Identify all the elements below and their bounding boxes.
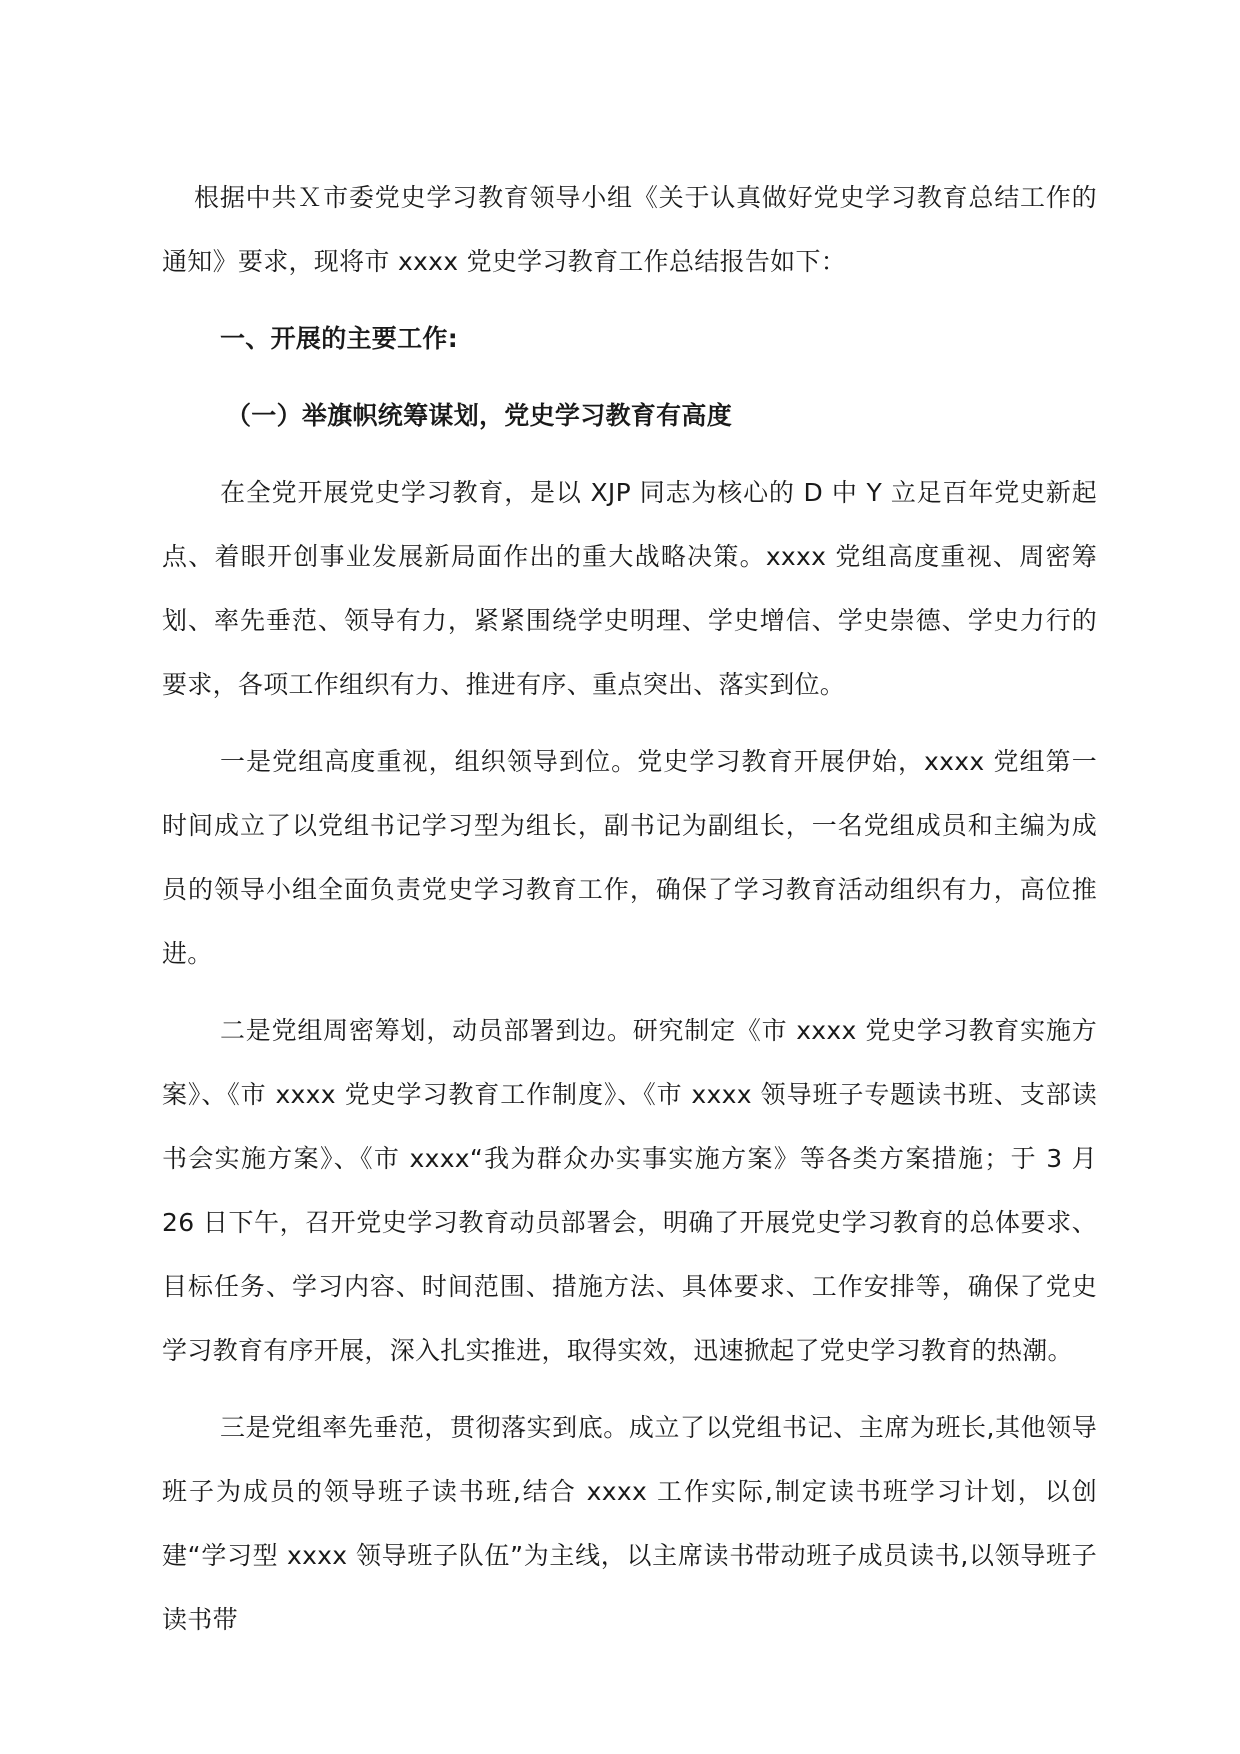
spacer [162,294,1097,307]
subsection-heading: （一）举旗帜统筹谋划，党史学习教育有高度 [226,401,733,430]
document-body [162,166,1097,1652]
body-paragraph: 一是党组高度重视，组织领导到位。党史学习教育开展伊始，xxxx 党组第一时间成立了以党组书记学习型为组长，副书记为副组长，一名党组成员和主编为成员的领导小组全面负责党史学习教育工作，确保了学习教育活动组织有力，高位推进。 [162,747,1097,968]
spacer [162,1383,1097,1396]
body-paragraph: 三是党组率先垂范，贯彻落实到底。成立了以党组书记、主席为班长,其他领导班子为成员的领导班子读书班,结合 xxxx 工作实际,制定读书班学习计划，以创建“学习型 xxxx 领导班子队伍”为主线，以主席读书带动班子成员读书,以领导班子读书带 [162,1413,1097,1634]
intro-paragraph: 根据中共Ｘ市委党史学习教育领导小组《关于认真做好党史学习教育总结工作的通知》要求，现将市 xxxx 党史学习教育工作总结报告如下： [162,183,1097,276]
body-paragraph: 二是党组周密筹划，动员部署到边。研究制定《市 xxxx 党史学习教育实施方案》、《市 xxxx 党史学习教育工作制度》、《市 xxxx 领导班子专题读书班、支部读书会实施方案》、《市 xxxx“我为群众办实事实施方案》等各类方案措施；于 3 月 26 日下午，召开党史学习教育动员部署会，明确了开展党史学习教育的总体要求、目标任务、学习内容、时间范围、措施方法、具体要求、工作安排等，确保了党史学习教育有序开展，深入扎实推进，取得实效，迅速掀起了党史学习教育的热潮。 [162,1016,1097,1365]
section-heading: 一、开展的主要工作: [220,324,458,353]
spacer [162,448,1097,461]
body-paragraph: 在全党开展党史学习教育，是以 XJP 同志为核心的 D 中 Y 立足百年党史新起点、着眼开创事业发展新局面作出的重大战略决策。xxxx 党组高度重视、周密筹划、率先垂范、领导有力，紧紧围绕学史明理、学史增信、学史崇德、学史力行的要求，各项工作组织有力、推进有序、重点突出、落实到位。 [162,478,1097,699]
spacer [162,986,1097,999]
spacer [162,717,1097,730]
spacer [162,371,1097,384]
